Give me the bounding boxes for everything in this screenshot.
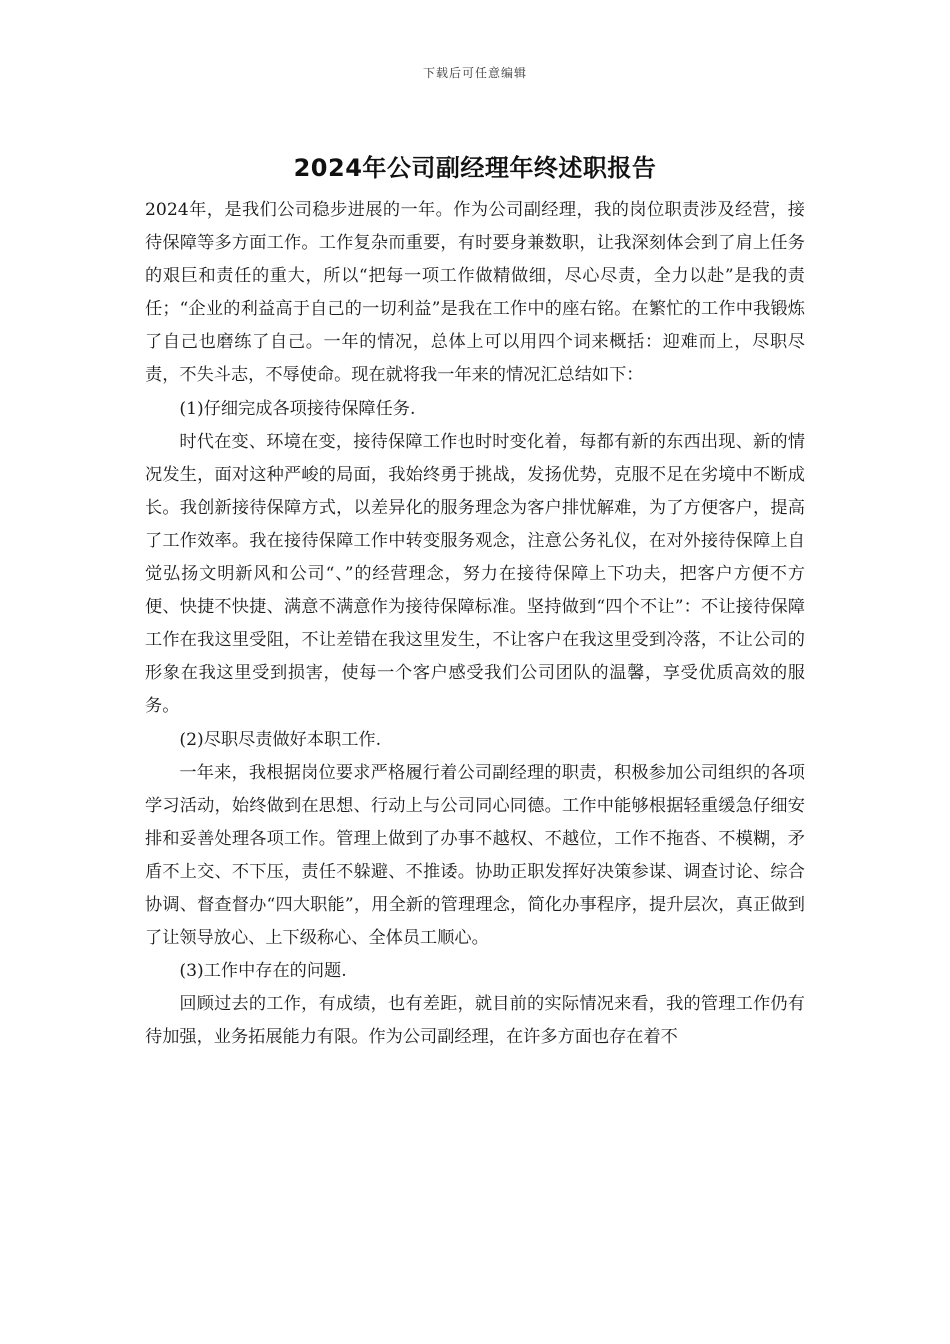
- page-title: 2024年公司副经理年终述职报告: [293, 154, 657, 182]
- document-body: [145, 194, 805, 1054]
- paragraph: (1)仔细完成各项接待保障任务.: [179, 398, 416, 419]
- paragraph: 时代在变、环境在变，接待保障工作也时时变化着，每都有新的东西出现、新的情况发生，面对这种严峻的局面，我始终勇于挑战，发扬优势，克服不足在劣境中不断成长。我创新接待保障方式，以差异化的服务理念为客户排忧解难，为了方便客户，提高了工作效率。我在接待保障工作中转变服务观念，注意公务礼仪，在对外接待保障上自觉弘扬文明新风和公司“、”的经营理念，努力在接待保障上下功夫，把客户方便不方便、快捷不快捷、满意不满意作为接待保障标准。坚持做到“四个不让”：不让接待保障工作在我这里受阻，不让差错在我这里发生，不让客户在我这里受到冷落，不让公司的形象在我这里受到损害，使每一个客户感受我们公司团队的温馨，享受优质高效的服务。: [145, 431, 805, 717]
- header-note: 下载后可任意编辑: [422, 66, 527, 80]
- paragraph: (2)尽职尽责做好本职工作.: [179, 729, 382, 750]
- paragraph: 回顾过去的工作，有成绩，也有差距，就目前的实际情况来看，我的管理工作仍有待加强，业务拓展能力有限。作为公司副经理，在许多方面也存在着不: [145, 994, 805, 1048]
- paragraph: 一年来，我根据岗位要求严格履行着公司副经理的职责，积极参加公司组织的各项学习活动，始终做到在思想、行动上与公司同心同德。工作中能够根据轻重缓急仔细安排和妥善处理各项工作。管理上做到了办事不越权、不越位，工作不拖沓、不模糊，矛盾不上交、不下压，责任不躲避、不推诿。协助正职发挥好决策参谋、调查讨论、综合协调、督查督办“四大职能”，用全新的管理理念，简化办事程序，提升层次，真正做到了让领导放心、上下级称心、全体员工顺心。: [145, 762, 805, 949]
- paragraph: 2024年，是我们公司稳步进展的一年。作为公司副经理，我的岗位职责涉及经营，接待保障等多方面工作。工作复杂而重要，有时要身兼数职，让我深刻体会到了肩上任务的艰巨和责任的重大，所以“把每一项工作做精做细，尽心尽责，全力以赴”是我的责任；“企业的利益高于自己的一切利益”是我在工作中的座右铭。在繁忙的工作中我锻炼了自己也磨练了自己。一年的情况，总体上可以用四个词来概括：迎难而上，尽职尽责，不失斗志，不辱使命。现在就将我一年来的情况汇总结如下：: [145, 200, 805, 386]
- paragraph: (3)工作中存在的问题.: [179, 961, 347, 982]
